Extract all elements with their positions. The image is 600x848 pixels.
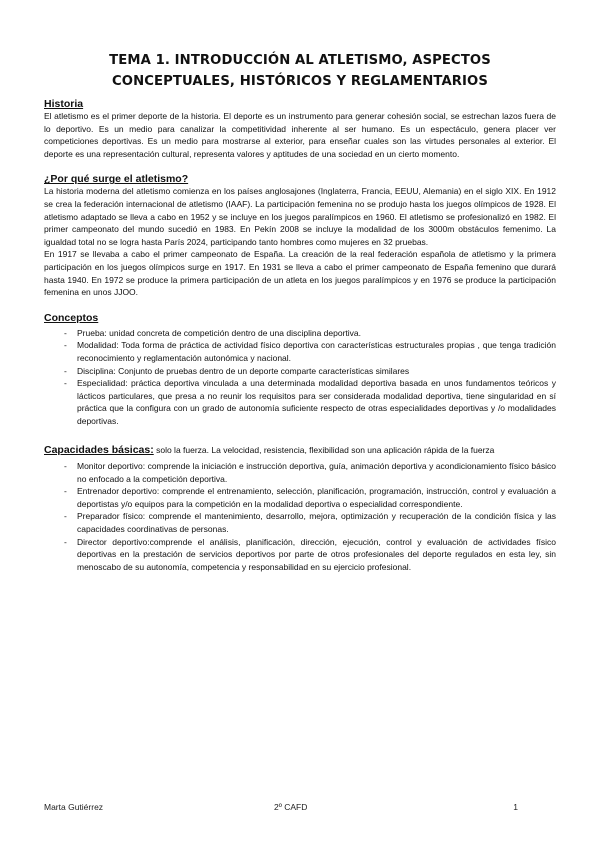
dash-bullet: - bbox=[64, 536, 67, 547]
capacidades-intro bbox=[44, 444, 556, 457]
section-historia bbox=[44, 98, 556, 160]
section-capacidades bbox=[44, 444, 556, 573]
footer-author: Marta Gutiérrez bbox=[44, 802, 104, 812]
list-item: - Entrenador deportivo: comprende el entrenamiento, selección, planificación, programación, instrucción, control y evaluación a deportistas y/o equipos para la competición en la modalidad deportiva o especialidad correspondiente. bbox=[64, 486, 556, 509]
list-item: - Prueba: unidad concreta de competición dentro de una disciplina deportiva. bbox=[64, 327, 361, 338]
footer-page-number: 1 bbox=[513, 802, 518, 812]
title-line-1: TEMA 1. INTRODUCCIÓN AL ATLETISMO, ASPECTOS bbox=[109, 53, 491, 68]
origen-paragraph-2: En 1917 se llevaba a cabo el primer campeonato de España. La creación de la real federación española de atletismo y la primera participación en los juegos olímpicos surge en 1917. En 1931 se lleva a cabo el primer campeonato de España femenino que durará hasta 1940. En 1972 se produce la primera participación de un atleta en los juegos paralímpicos y en 1976 se produce la participación femenina en unos JJOO. bbox=[44, 249, 556, 298]
origen-heading: ¿Por qué surge el atletismo? bbox=[44, 173, 189, 186]
historia-text: El atletismo es el primer deporte de la historia. El deporte es un instrumento para generar cohesión social, se estrechan lazos fuera de lo deportivo. Es un medio para canalizar la competitividad inherente al ser humano. Es un espectáculo, genera placer ver competiciones deportivas. Es un medio para mostrarse al exterior, para enseñar cuales son las virtudes personales al exterior. El deporte es una representación cultural, representa valores y aptitudes de una sociedad en un cierto momento. bbox=[44, 111, 556, 159]
capacidades-heading: Capacidades básicas: bbox=[44, 444, 154, 457]
page-title bbox=[44, 50, 556, 92]
list-item: - Modalidad: Toda forma de práctica de actividad físico deportiva con características estructurales propias , que tenga tradición reconocimiento y reglamentación autonómica y nacional. bbox=[64, 340, 556, 363]
capacidades-intro-text: solo la fuerza. La velocidad, resistencia, flexibilidad son una aplicación rápida de la fuerza bbox=[153, 445, 495, 456]
dash-bullet: - bbox=[64, 486, 67, 497]
capacidades-list bbox=[44, 460, 556, 573]
dash-bullet: - bbox=[64, 340, 67, 351]
list-item: - Director deportivo:comprende el análisis, planificación, dirección, ejecución, control y evaluación de actividades físico deportivas en la prestación de servicios deportivos por parte de otros profesionales del deporte regulados en esta ley, sin menoscabo de su autonomía, competencia y responsabilidad en su ejercicio profesional. bbox=[64, 536, 556, 572]
document-page bbox=[44, 50, 556, 573]
conceptos-heading: Conceptos bbox=[44, 311, 99, 324]
section-conceptos bbox=[44, 312, 556, 428]
origen-paragraph-1: La historia moderna del atletismo comienza en los países anglosajones (Inglaterra, Francia, EEUU, Alemania) en el siglo XIX. En 1912 se crea la federación internacional de atletismo (IAAF). La participación femenina no se produjo hasta los juegos olímpicos de 1928. El atletismo adaptado se lleva a cabo en 1952 y se incluye en los juegos paralímpicos en 1960. El atletismo se profesionalizó en 1982. El primer campeonato del mundo sucedió en 1983. En Pekín 2008 se incluye la modalidad de los 3000m obstáculos femenimo. La igualdad total no se logra hasta París 2024, participando tanto hombres como mujeres en 32 pruebas. bbox=[44, 186, 556, 247]
title-line-2: CONCEPTUALES, HISTÓRICOS Y REGLAMENTARIOS bbox=[112, 74, 488, 89]
page-footer bbox=[44, 802, 556, 814]
list-item: - Especialidad: práctica deportiva vinculada a una determinada modalidad deportiva basada en unos fundamentos teóricos y lácticos particulares, que presa a no reunir los requisitos para ser considerada modalidad deportiva, tiene singularidad en sí práctica que la configura con un grado de autonomía suficiente respecto de otras especialidades deportivas y /o modalidades deportivas. bbox=[64, 378, 556, 426]
dash-bullet: - bbox=[64, 327, 67, 338]
dash-bullet: - bbox=[64, 378, 67, 389]
section-origen bbox=[44, 173, 556, 298]
footer-course: 2º CAFD bbox=[274, 802, 308, 812]
dash-bullet: - bbox=[64, 461, 67, 472]
dash-bullet: - bbox=[64, 365, 67, 376]
conceptos-list bbox=[44, 327, 556, 428]
historia-heading: Historia bbox=[44, 98, 84, 110]
list-item: - Disciplina: Conjunto de pruebas dentro de un deporte comparte características similares bbox=[64, 365, 410, 376]
list-item: - Monitor deportivo: comprende la iniciación e instrucción deportiva, guía, animación deportiva y acondicionamiento físico básico no enfocado a la competición deportiva. bbox=[64, 461, 556, 484]
dash-bullet: - bbox=[64, 511, 67, 522]
list-item: - Preparador físico: comprende el mantenimiento, desarrollo, mejora, optimización y recuperación de la condición física y las capacidades coordinativas de personas. bbox=[64, 511, 556, 535]
